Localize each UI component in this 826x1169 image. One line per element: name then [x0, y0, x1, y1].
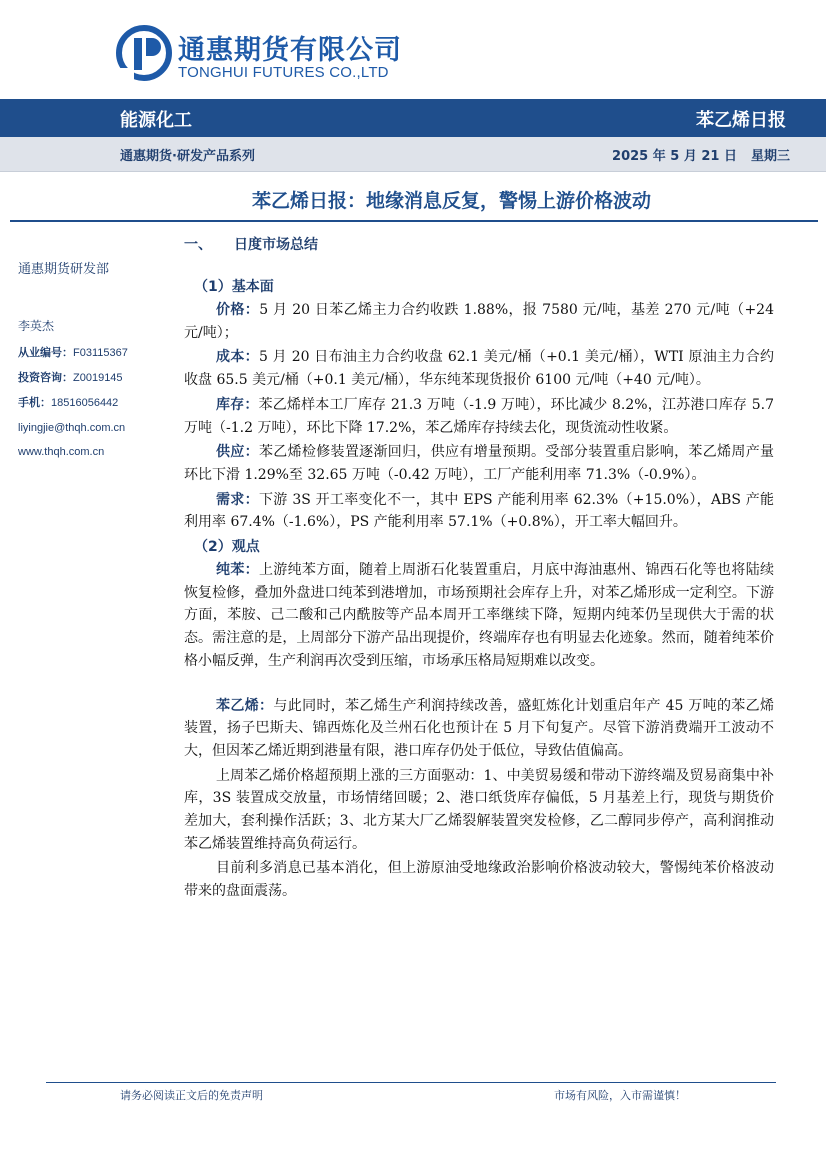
- company-name-cn: 通惠期货有限公司: [178, 35, 402, 66]
- inventory-text: 苯乙烯样本工厂库存 21.3 万吨（-1.9 万吨），环比减少 8.2%，江苏港口库存 5.7 万吨（-1.2 万吨），环比下降 17.2%，苯乙烯库存持续去化，现货流动性收紧。: [184, 396, 774, 436]
- advisor-line: [18, 369, 158, 385]
- date-text: 2025 年 5 月 21 日: [612, 149, 737, 164]
- demand-paragraph: [184, 489, 774, 534]
- cost-text: 5 月 20 日布油主力合约收盘 62.1 美元/桶（+0.1 美元/桶），WTI 原油主力合约收盘 65.5 美元/桶（+0.1 美元/桶），华东纯苯现货报价 6100 元/吨（+40 元/吨）。: [184, 349, 775, 389]
- company-logo-icon: [116, 24, 172, 82]
- inventory-label: 库存：: [216, 396, 259, 413]
- license-line: [18, 344, 158, 360]
- styrene-text: 与此同时，苯乙烯生产利润持续改善，盛虹炼化计划重启年产 45 万吨的苯乙烯装置，扬子巴斯夫、锦西炼化及兰州石化也预计在 5 月下旬复产。尽管下游消费端开工波动不大，但因苯乙烯近期到港量有限，港口库存仍处于低位，导致估值偏高。: [184, 697, 775, 759]
- page-title: 苯乙烯日报：地缘消息反复，警惕上游价格波动: [252, 190, 652, 212]
- license-value: F03115367: [73, 347, 128, 359]
- benzene-text: 上游纯苯方面，随着上周浙石化装置重启，月底中海油惠州、锦西石化等也将陆续恢复检修，叠加外盘进口纯苯到港增加，市场预期社会库存上升，对苯乙烯形成一定利空。下游方面，苯胺、己二酸和己内酰胺等产品本周开工率继续下降，短期内纯苯仍呈现供大于需的状态。需注意的是，上周部分下游产品出现提价，终端库存也有明显去化迹象。然而，随着纯苯价格小幅反弹，生产利润再次受到压缩，市场承压格局短期难以改变。: [184, 562, 775, 669]
- phone-line: [18, 394, 158, 410]
- website-link[interactable]: www.thqh.com.cn: [18, 446, 105, 458]
- benzene-paragraph: [184, 559, 774, 673]
- drivers-paragraph: 上周苯乙烯价格超预期上涨的三方面驱动：1、中美贸易缓和带动下游终端及贸易商集中补库，3S 装置成交放量，市场情绪回暖；2、港口纸货库存偏低，5 月基差上行，现货与期货价差加大，套利操作活跃；3、北方某大厂乙烯裂解装置突发检修，乙二醇同步停产，高利润推动苯乙烯装置维持高负荷运行。: [184, 767, 774, 852]
- advisor-value: Z0019145: [73, 372, 123, 384]
- benzene-label: 纯苯：: [216, 562, 259, 579]
- footer-divider: [46, 1082, 776, 1083]
- subsection-fundamentals: （1）基本面: [194, 279, 274, 295]
- report-type-label: 苯乙烯日报: [696, 110, 786, 131]
- section-title: 日度市场总结: [234, 237, 318, 253]
- cost-paragraph: [184, 346, 774, 391]
- styrene-paragraph: [184, 695, 774, 763]
- phone-value: 18516056442: [51, 397, 119, 409]
- cost-label: 成本：: [216, 349, 259, 366]
- price-paragraph: [184, 299, 774, 344]
- advisor-label: 投资咨询：: [18, 371, 73, 384]
- email-link[interactable]: liyingjie@thqh.com.cn: [18, 422, 126, 434]
- supply-paragraph: [184, 441, 774, 486]
- section-number: 一、: [184, 237, 212, 253]
- title-divider: [10, 220, 818, 222]
- outlook-paragraph: 目前利多消息已基本消化，但上游原油受地缘政治影响价格波动较大，警惕纯苯价格波动带来的盘面震荡。: [184, 860, 774, 900]
- demand-text: 下游 3S 开工率变化不一，其中 EPS 产能利用率 62.3%（+15.0%），ABS 产能利用率 67.4%（-1.6%），PS 产能利用率 57.1%（+0.8%），开工率大幅回升。: [184, 491, 774, 531]
- company-logo: [116, 24, 406, 84]
- demand-label: 需求：: [216, 491, 259, 508]
- price-label: 价格：: [216, 302, 260, 318]
- report-body: [184, 234, 774, 905]
- supply-label: 供应：: [216, 444, 259, 461]
- report-date: [612, 145, 790, 164]
- price-text: 5 月 20 日苯乙烯主力合约收跌 1.88%，报 7580 元/吨，基差 270 元/吨（+24 元/吨）；: [184, 302, 775, 341]
- author-sidebar: [18, 258, 158, 458]
- department: 通惠期货研发部: [18, 262, 110, 277]
- phone-label: 手机：: [18, 396, 51, 409]
- footer-disclaimer: 请务必阅读正文后的免责声明: [120, 1089, 263, 1102]
- styrene-label: 苯乙烯：: [216, 697, 274, 714]
- supply-text: 苯乙烯检修装置逐渐回归，供应有增量预期。受部分装置重启影响，苯乙烯周产量环比下滑 1.29%至 32.65 万吨（-0.42 万吨），工厂产能利用率 71.3%（-0.9%）。: [184, 444, 775, 483]
- author-name: 李英杰: [18, 319, 55, 333]
- section-heading: [184, 234, 774, 254]
- license-label: 从业编号：: [18, 346, 73, 359]
- company-name-en: TONGHUI FUTURES CO.,LTD: [178, 64, 389, 81]
- subsection-views: （2）观点: [194, 539, 260, 556]
- weekday-text: 星期三: [750, 149, 790, 164]
- series-label: 通惠期货·研发产品系列: [120, 149, 255, 164]
- sector-label: 能源化工: [120, 110, 192, 131]
- inventory-paragraph: [184, 394, 774, 439]
- footer-risk-warning: 市场有风险，入市需谨慎！: [554, 1089, 686, 1102]
- paragraph-gap: [184, 675, 774, 695]
